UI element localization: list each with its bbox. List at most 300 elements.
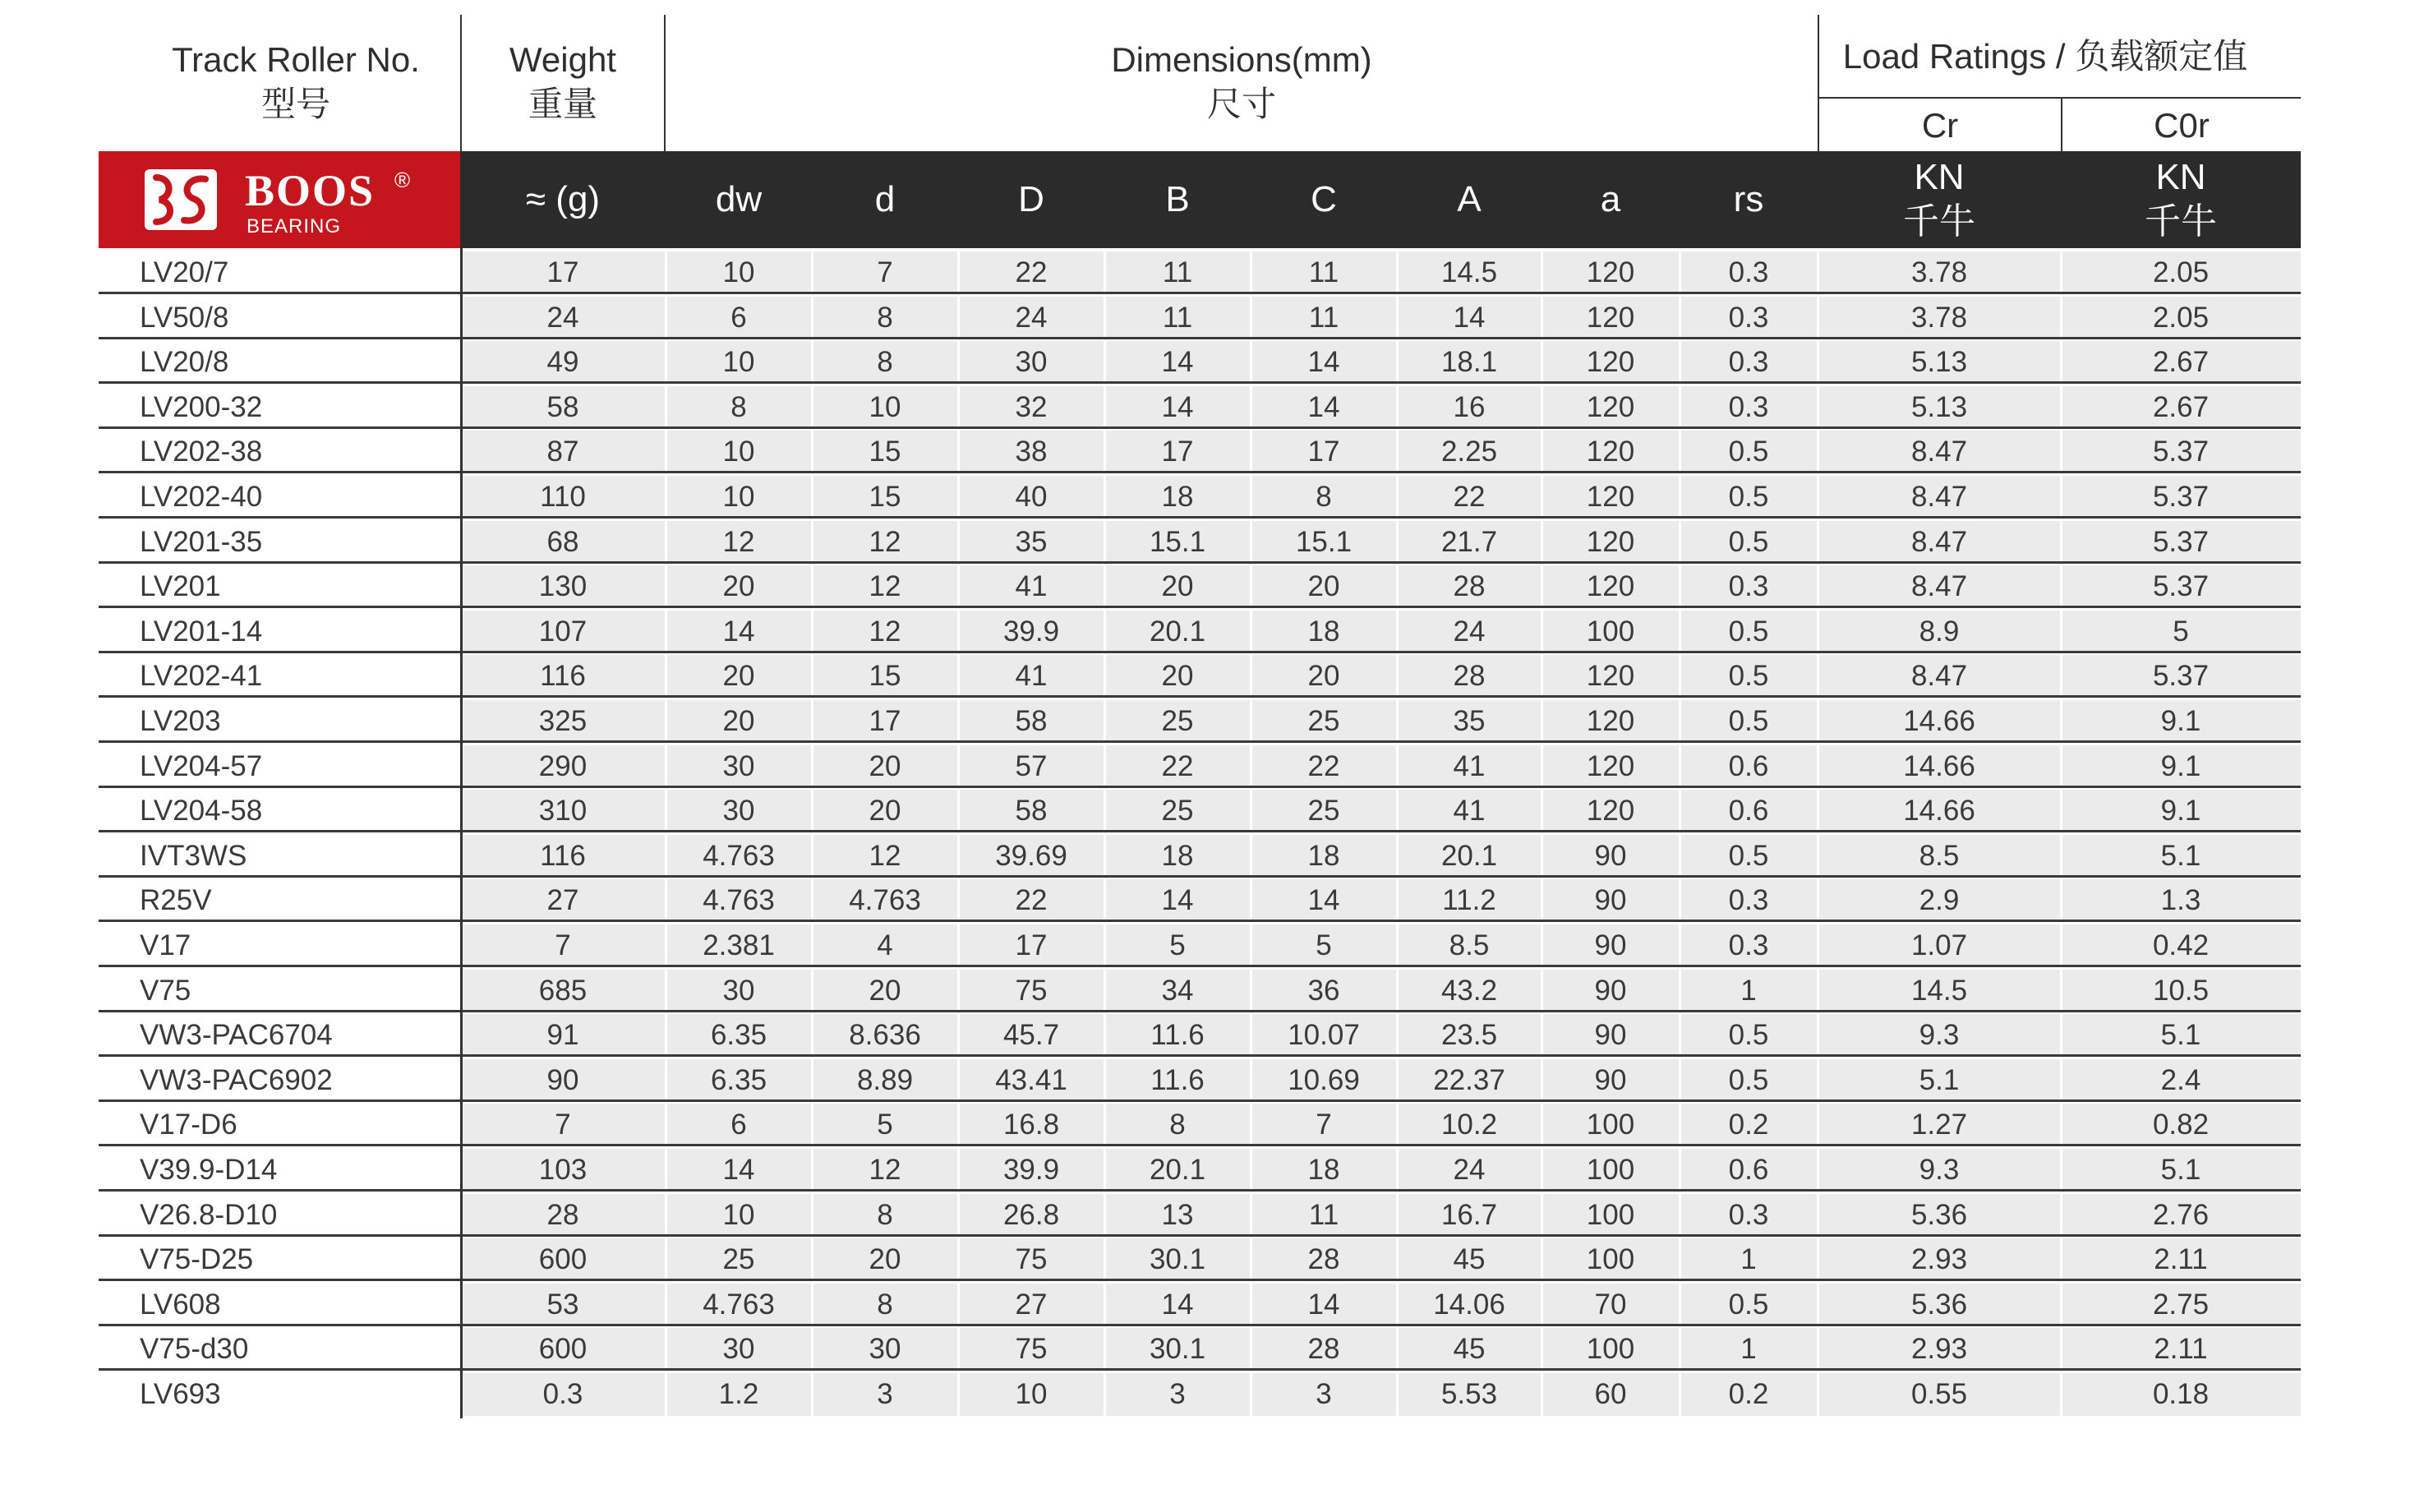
column-separator (1817, 1373, 1819, 1416)
unit-a (1541, 151, 1680, 248)
value-cell: 103 (538, 1154, 588, 1186)
row-separator (99, 920, 2301, 922)
value-cell: 0.5 (1728, 1063, 1769, 1096)
column-separator (1396, 745, 1399, 788)
unit-A (1397, 151, 1541, 248)
value-cell: 22 (1015, 256, 1048, 288)
column-separator (1250, 1284, 1252, 1326)
column-separator (1817, 386, 1819, 429)
column-separator (1396, 476, 1399, 519)
value-cell: 58 (546, 390, 579, 423)
model-cell: LV204-58 (140, 795, 263, 827)
value-cell: 18 (1161, 481, 1194, 513)
value-cell: 8 (730, 390, 747, 423)
column-separator (1250, 341, 1252, 384)
value-cell: 11.6 (1150, 1063, 1205, 1096)
value-cell: 16 (1453, 390, 1486, 423)
column-separator (811, 1284, 813, 1326)
model-cell: LV202-40 (140, 481, 263, 513)
column-separator (1396, 386, 1399, 429)
column-separator (1679, 386, 1681, 429)
value-cell: 685 (538, 974, 588, 1007)
logo-subtitle: BEARING (247, 215, 342, 237)
value-cell: 26.8 (1002, 1198, 1060, 1231)
column-separator (957, 1373, 960, 1416)
table-row (99, 521, 2301, 564)
column-separator (1396, 1284, 1399, 1326)
table-row (99, 1284, 2301, 1326)
column-separator (665, 431, 667, 473)
value-cell: 0.5 (1728, 525, 1769, 558)
column-separator (957, 611, 960, 653)
model-header-en: Track Roller No. (172, 40, 420, 79)
unit-c0r-en: KN (2155, 157, 2206, 197)
value-cell: 17 (1161, 436, 1194, 468)
value-cell: 14.66 (1903, 749, 1975, 782)
column-separator (1396, 521, 1399, 564)
value-cell: 116 (540, 660, 586, 693)
column-separator (1541, 879, 1543, 922)
value-cell: 6 (730, 1109, 747, 1141)
value-cell: 5.37 (2152, 436, 2210, 468)
column-separator (811, 476, 813, 519)
column-separator (1541, 835, 1543, 878)
column-separator (1817, 476, 1819, 519)
value-cell: 90 (1594, 839, 1627, 872)
table-row (99, 1328, 2301, 1371)
value-cell: 0.5 (1728, 481, 1769, 513)
value-cell: 8.47 (1910, 660, 1968, 693)
column-separator (1104, 1284, 1106, 1326)
cr-header: Cr (1921, 106, 1959, 145)
column-separator (1541, 341, 1543, 384)
column-separator (1541, 521, 1543, 564)
value-cell: 20 (1161, 660, 1194, 693)
model-cell: LV50/8 (140, 301, 229, 334)
column-separator (1104, 745, 1106, 788)
value-cell: 11 (1162, 301, 1193, 334)
value-cell: 17 (1015, 929, 1048, 961)
value-cell: 70 (1594, 1288, 1627, 1321)
value-cell: 22.37 (1433, 1063, 1505, 1096)
column-separator (1679, 297, 1681, 339)
row-separator (99, 381, 2301, 384)
row-separator (99, 426, 2301, 429)
value-cell: 90 (1594, 1063, 1627, 1096)
value-cell: 24 (1453, 615, 1486, 648)
column-separator (1817, 1194, 1819, 1237)
table-row (99, 970, 2301, 1012)
weight-header-en: Weight (509, 40, 616, 79)
column-separator (665, 1328, 667, 1371)
column-separator (1817, 790, 1819, 832)
column-separator (1679, 1284, 1681, 1326)
value-cell: 30 (722, 1333, 755, 1366)
value-cell: 10 (1015, 1378, 1048, 1410)
column-separator (2060, 611, 2062, 653)
value-cell: 18 (1307, 1154, 1340, 1186)
column-separator (1541, 431, 1543, 473)
value-cell: 0.5 (1728, 705, 1769, 737)
column-separator (2060, 431, 2062, 473)
value-cell: 90 (1594, 1019, 1627, 1052)
value-cell: 5.36 (1910, 1198, 1968, 1231)
model-cell: LV201 (140, 570, 221, 603)
row-separator (99, 1324, 2301, 1326)
value-cell: 60 (1594, 1378, 1627, 1410)
column-separator (957, 1149, 960, 1192)
model-cell: VW3-PAC6704 (140, 1019, 333, 1052)
column-separator (1250, 521, 1252, 564)
column-separator (1396, 1149, 1399, 1192)
value-cell: 0.42 (2152, 929, 2210, 961)
column-separator (957, 1014, 960, 1057)
value-cell: 30.1 (1149, 1243, 1206, 1276)
column-separator (1817, 565, 1819, 608)
column-separator (1396, 835, 1399, 878)
unit-D-label: D (1018, 179, 1044, 219)
column-separator (1679, 790, 1681, 832)
value-cell: 30 (722, 974, 755, 1007)
value-cell: 43.2 (1440, 974, 1498, 1007)
table-row (99, 611, 2301, 653)
model-cell: LV203 (140, 705, 221, 737)
column-separator (665, 521, 667, 564)
value-cell: 20.1 (1149, 1154, 1206, 1186)
column-separator (1679, 1373, 1681, 1416)
column-separator (1817, 431, 1819, 473)
value-cell: 35 (1453, 705, 1486, 737)
unit-B (1104, 151, 1251, 248)
column-separator (1250, 386, 1252, 429)
column-separator (957, 1104, 960, 1146)
column-separator (2060, 924, 2062, 967)
value-cell: 0.5 (1728, 839, 1769, 872)
column-separator (1104, 341, 1106, 384)
column-separator (665, 1373, 667, 1416)
value-cell: 0.3 (1728, 570, 1769, 603)
value-cell: 5 (1169, 929, 1186, 961)
value-cell: 290 (538, 749, 588, 782)
unit-a-label: a (1600, 179, 1621, 219)
logo-name: BOOS (245, 166, 376, 215)
column-separator (811, 1238, 813, 1281)
value-cell: 10.69 (1288, 1063, 1360, 1096)
column-separator (665, 790, 667, 832)
value-cell: 0.82 (2152, 1109, 2210, 1141)
value-cell: 12 (722, 525, 755, 558)
value-cell: 90 (1594, 884, 1627, 917)
value-cell: 3.78 (1910, 256, 1968, 288)
column-separator (957, 970, 960, 1012)
column-separator (1104, 700, 1106, 743)
row-separator (99, 516, 2301, 519)
c0r-header: C0r (2154, 106, 2210, 145)
column-separator (1817, 655, 1819, 698)
value-cell: 1 (1740, 974, 1757, 1007)
value-cell: 28 (1453, 660, 1486, 693)
value-cell: 38 (1015, 436, 1048, 468)
dimensions-header-cn: 尺寸 (1206, 85, 1276, 123)
value-cell: 2.75 (2152, 1288, 2210, 1321)
column-separator (1541, 1194, 1543, 1237)
value-cell: 8.5 (1449, 929, 1490, 961)
value-cell: 5.1 (2160, 1154, 2201, 1186)
column-separator (665, 297, 667, 339)
value-cell: 1 (1740, 1333, 1757, 1366)
column-separator (811, 924, 813, 967)
column-separator (1396, 924, 1399, 967)
value-cell: 12 (869, 570, 901, 603)
unit-rs-label: rs (1733, 179, 1764, 219)
column-separator (665, 835, 667, 878)
column-separator (957, 341, 960, 384)
row-separator (99, 1099, 2301, 1102)
value-cell: 32 (1015, 390, 1048, 423)
column-separator (2060, 1104, 2062, 1146)
value-cell: 9.1 (2160, 705, 2201, 737)
divider (1818, 97, 2301, 99)
value-cell: 53 (546, 1288, 579, 1321)
column-separator (2060, 297, 2062, 339)
value-cell: 116 (540, 839, 586, 872)
value-cell: 90 (1594, 974, 1627, 1007)
value-cell: 12 (869, 525, 901, 558)
unit-rs (1680, 151, 1818, 248)
column-separator (1541, 476, 1543, 519)
column-separator (1396, 565, 1399, 608)
value-cell: 58 (1015, 705, 1048, 737)
column-separator (1250, 1104, 1252, 1146)
boos-logo (99, 151, 460, 248)
table-row (99, 835, 2301, 878)
value-cell: 8.9 (1919, 615, 1960, 648)
value-cell: 120 (1586, 481, 1635, 513)
value-cell: 120 (1586, 570, 1635, 603)
column-separator (1104, 790, 1106, 832)
column-separator (2060, 1194, 2062, 1237)
table-row (99, 297, 2301, 339)
value-cell: 91 (546, 1019, 579, 1052)
value-cell: 22 (1453, 481, 1486, 513)
value-cell: 27 (1015, 1288, 1048, 1321)
column-separator (1679, 476, 1681, 519)
value-cell: 28 (1453, 570, 1486, 603)
column-separator (665, 565, 667, 608)
value-cell: 90 (546, 1063, 579, 1096)
table-row (99, 341, 2301, 384)
value-cell: 120 (1586, 346, 1635, 379)
value-cell: 57 (1015, 749, 1048, 782)
column-separator (1104, 1149, 1106, 1192)
value-cell: 30 (869, 1333, 901, 1366)
value-cell: 120 (1586, 390, 1635, 423)
column-separator (1679, 431, 1681, 473)
column-separator (1396, 700, 1399, 743)
value-cell: 0.5 (1728, 615, 1769, 648)
column-separator (957, 521, 960, 564)
value-cell: 14 (1307, 346, 1340, 379)
model-cell: V75 (140, 974, 191, 1007)
column-separator (1396, 611, 1399, 653)
column-separator (811, 251, 813, 294)
column-separator (2060, 655, 2062, 698)
column-separator (1817, 1284, 1819, 1326)
value-cell: 10.5 (2152, 974, 2210, 1007)
column-separator (1396, 251, 1399, 294)
column-separator (1250, 745, 1252, 788)
boos-emblem-icon (145, 169, 217, 230)
column-separator (957, 1059, 960, 1102)
value-cell: 5.37 (2152, 525, 2210, 558)
value-cell: 58 (1015, 795, 1048, 827)
column-separator (1817, 1328, 1819, 1371)
value-cell: 20 (1307, 570, 1340, 603)
value-cell: 100 (1586, 1154, 1635, 1186)
model-column-divider (460, 248, 463, 1418)
table-row (99, 431, 2301, 473)
value-cell: 45 (1453, 1243, 1486, 1276)
column-separator (811, 341, 813, 384)
column-separator (811, 1014, 813, 1057)
column-separator (1679, 611, 1681, 653)
value-cell: 5.1 (1919, 1063, 1960, 1096)
row-separator (99, 1189, 2301, 1192)
value-cell: 17 (546, 256, 579, 288)
column-separator (811, 611, 813, 653)
column-separator (1396, 1373, 1399, 1416)
value-cell: 0.3 (1728, 346, 1769, 379)
column-separator (1679, 835, 1681, 878)
unit-cr-en: KN (1914, 157, 1965, 197)
value-cell: 110 (540, 481, 586, 513)
column-separator (811, 1194, 813, 1237)
dimensions-header (666, 38, 1818, 127)
value-cell: 0.5 (1728, 1288, 1769, 1321)
column-separator (1104, 297, 1106, 339)
column-separator (1679, 1014, 1681, 1057)
value-cell: 100 (1586, 1109, 1635, 1141)
column-separator (2060, 1014, 2062, 1057)
value-cell: 14 (1161, 1288, 1194, 1321)
value-cell: 23.5 (1440, 1019, 1498, 1052)
value-cell: 24 (1015, 301, 1048, 334)
column-separator (811, 521, 813, 564)
value-cell: 5 (2173, 615, 2189, 648)
value-cell: 2.67 (2152, 346, 2210, 379)
value-cell: 75 (1015, 1333, 1048, 1366)
column-separator (1817, 1014, 1819, 1057)
column-separator (1250, 700, 1252, 743)
value-cell: 18 (1307, 615, 1340, 648)
value-cell: 49 (546, 346, 579, 379)
value-cell: 14 (1307, 1288, 1340, 1321)
column-separator (1396, 1104, 1399, 1146)
value-cell: 20.1 (1440, 839, 1498, 872)
model-cell: V17-D6 (140, 1109, 237, 1141)
column-separator (1250, 611, 1252, 653)
value-cell: 75 (1015, 974, 1048, 1007)
value-cell: 9.1 (2160, 795, 2201, 827)
column-separator (1250, 565, 1252, 608)
column-separator (1541, 611, 1543, 653)
table-row (99, 1194, 2301, 1237)
column-separator (1541, 565, 1543, 608)
column-separator (665, 1059, 667, 1102)
column-separator (1541, 1238, 1543, 1281)
unit-weight (460, 151, 666, 248)
value-cell: 15 (869, 481, 901, 513)
value-cell: 11 (1162, 256, 1193, 288)
value-cell: 5 (1316, 929, 1332, 961)
column-separator (1104, 1104, 1106, 1146)
column-separator (811, 835, 813, 878)
column-separator (957, 879, 960, 922)
value-cell: 0.6 (1728, 1154, 1769, 1186)
column-separator (665, 1014, 667, 1057)
value-cell: 8.89 (856, 1063, 914, 1096)
column-separator (665, 1104, 667, 1146)
column-separator (1541, 386, 1543, 429)
value-cell: 10 (869, 390, 901, 423)
unit-C-label: C (1311, 179, 1337, 219)
value-cell: 16.8 (1002, 1109, 1060, 1141)
value-cell: 20 (722, 570, 755, 603)
column-separator (2060, 835, 2062, 878)
value-cell: 25 (1307, 795, 1340, 827)
column-separator (2060, 1373, 2062, 1416)
column-separator (1541, 655, 1543, 698)
value-cell: 41 (1015, 570, 1048, 603)
value-cell: 75 (1015, 1243, 1048, 1276)
row-separator (99, 830, 2301, 832)
unit-A-label: A (1457, 179, 1482, 219)
row-separator (99, 740, 2301, 743)
value-cell: 20 (869, 1243, 901, 1276)
column-separator (957, 745, 960, 788)
column-separator (1817, 341, 1819, 384)
value-cell: 43.41 (995, 1063, 1067, 1096)
value-cell: 9.3 (1919, 1154, 1960, 1186)
value-cell: 35 (1015, 525, 1048, 558)
value-cell: 39.9 (1002, 615, 1060, 648)
column-separator (1679, 1238, 1681, 1281)
unit-c0r (2061, 151, 2301, 248)
column-separator (665, 1194, 667, 1237)
table-row (99, 790, 2301, 832)
column-separator (957, 476, 960, 519)
column-separator (665, 879, 667, 922)
model-cell: LV200-32 (140, 390, 263, 423)
row-separator (99, 337, 2301, 339)
model-cell: V17 (140, 929, 191, 961)
column-separator (1817, 745, 1819, 788)
value-cell: 4.763 (849, 884, 921, 917)
model-cell: LV608 (140, 1288, 221, 1321)
column-separator (1679, 970, 1681, 1012)
unit-C (1251, 151, 1397, 248)
value-cell: 40 (1015, 481, 1048, 513)
value-cell: 14.66 (1903, 705, 1975, 737)
model-cell: LV693 (140, 1378, 221, 1410)
value-cell: 18 (1307, 839, 1340, 872)
value-cell: 4.763 (703, 1288, 775, 1321)
column-separator (957, 251, 960, 294)
value-cell: 6.35 (710, 1019, 767, 1052)
column-separator (1250, 1328, 1252, 1371)
table-row (99, 1014, 2301, 1057)
column-separator (1396, 655, 1399, 698)
